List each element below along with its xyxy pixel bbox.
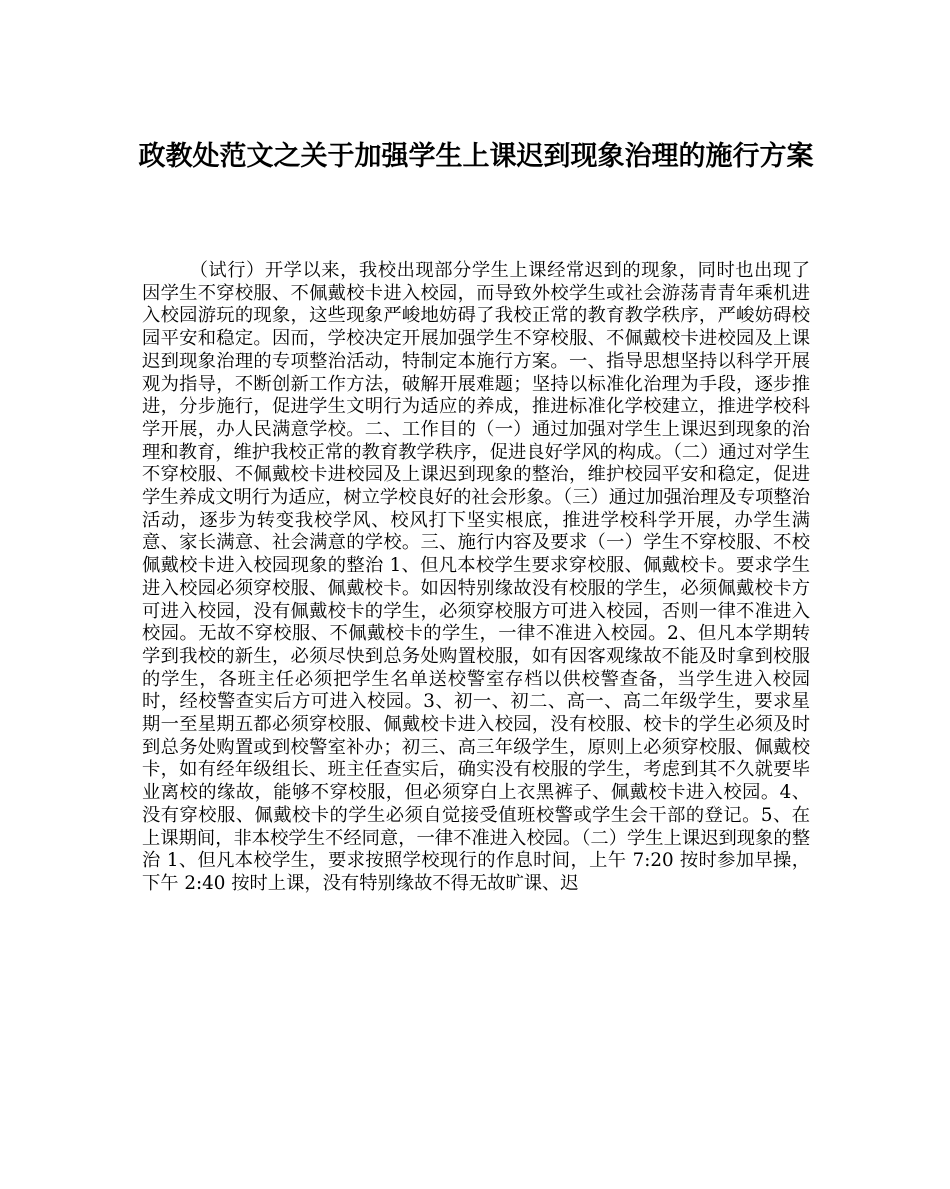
page-title: 政教处范文之关于加强学生上课迟到现象治理的施行方案 <box>138 141 814 172</box>
body-paragraph: （试行）开学以来，我校出现部分学生上课经常迟到的现象，同时也出现了因学生不穿校服、不佩戴校卡进入校园，而导致外校学生或社会游荡青青年乘机进入校园游玩的现象，这些现象严峻地妨碍了我校正常的教育教学秩序，严峻妨碍校园平安和稳定。因而，学校决定开展加强学生不穿校服、不佩戴校卡进校园及上课迟到现象治理的专项整治活动，特制定本施行方案。一、指导思想坚持以科学开展观为指导，不断创新工作方法，破解开展难题；坚持以标准化治理为手段，逐步推进，分步施行，促进学生文明行为适应的养成，推进标准化学校建立，推进学校科学开展，办人民满意学校。二、工作目的（一）通过加强对学生上课迟到现象的治理和教育，维护我校正常的教育教学秩序，促进良好学风的构成。（二）通过对学生不穿校服、不佩戴校卡进校园及上课迟到现象的整治，维护校园平安和稳定，促进学生养成文明行为适应，树立学校良好的社会形象。（三）通过加强治理及专项整治活动，逐步为转变我校学风、校风打下坚实根底，推进学校科学开展，办学生满意、家长满意、社会满意的学校。三、施行内容及要求（一）学生不穿校服、不校佩戴校卡进入校园现象的整治 1、但凡本校学生要求穿校服、佩戴校卡。要求学生进入校园必须穿校服、佩戴校卡。如因特别缘故没有校服的学生，必须佩戴校卡方可进入校园，没有佩戴校卡的学生，必须穿校服方可进入校园，否则一律不准进入校园。无故不穿校服、不佩戴校卡的学生，一律不准进入校园。2、但凡本学期转学到我校的新生，必须尽快到总务处购置校服，如有因客观缘故不能及时拿到校服的学生，各班主任必须把学生名单送校警室存档以供校警查备，当学生进入校园时，经校警查实后方可进入校园。3、初一、初二、高一、高二年级学生，要求星期一至星期五都必须穿校服、佩戴校卡进入校园，没有校服、校卡的学生必须及时到总务处购置或到校警室补办；初三、高三年级学生，原则上必须穿校服、佩戴校卡，如有经年级组长、班主任查实后，确实没有校服的学生，考虑到其不久就要毕业离校的缘故，能够不穿校服，但必须穿白上衣黑裤子、佩戴校卡进入校园。4、没有穿校服、佩戴校卡的学生必须自觉接受值班校警或学生会干部的登记。5、在上课期间，非本校学生不经同意，一律不准进入校园。（二）学生上课迟到现象的整治 1、但凡本校学生，要求按照学校现行的作息时间，上午 7:20 按时参加早操，下午 2:40 按时上课，没有特别缘故不得无故旷课、迟 <box>142 260 810 894</box>
